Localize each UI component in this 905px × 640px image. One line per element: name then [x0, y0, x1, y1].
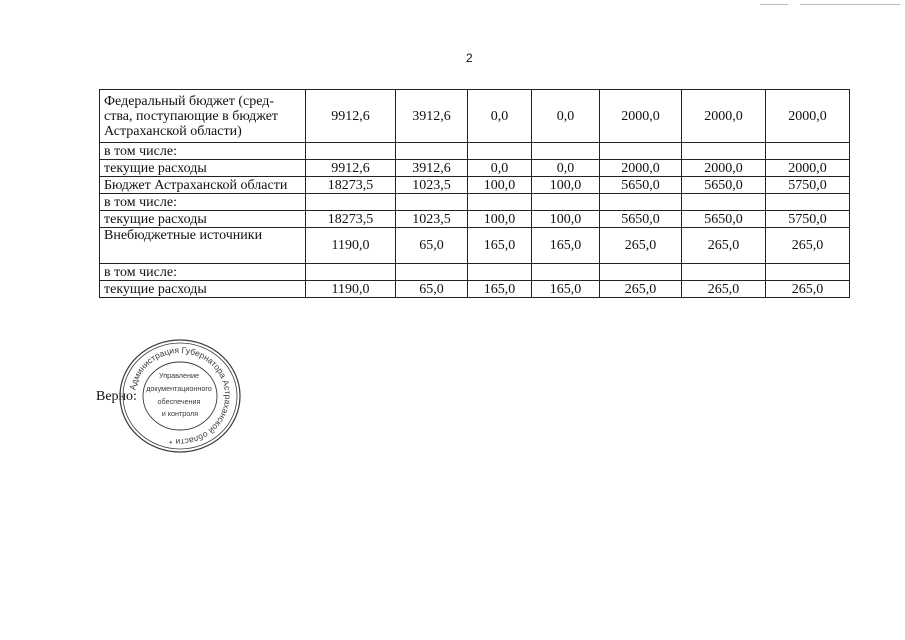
table-row [100, 90, 850, 143]
value-cell: 265,0 [766, 228, 850, 264]
table-row [100, 211, 850, 228]
value-cell [682, 143, 766, 160]
seal-line-1: Управление [159, 371, 199, 380]
row-label: Бюджет Астраханской области [100, 177, 306, 194]
value-cell: 265,0 [600, 228, 682, 264]
value-cell: 18273,5 [306, 211, 396, 228]
top-rule-right [800, 4, 900, 5]
table-row [100, 143, 850, 160]
value-cell: 2000,0 [600, 90, 682, 143]
value-cell [766, 264, 850, 281]
seal-line-3: обеспечения [157, 397, 201, 406]
value-cell: 265,0 [766, 281, 850, 298]
row-label: в том числе: [100, 143, 306, 160]
value-cell: 100,0 [532, 177, 600, 194]
budget-table-body [100, 90, 850, 298]
value-cell [600, 194, 682, 211]
svg-text:Управление документационно [146, 371, 214, 418]
value-cell: 165,0 [468, 228, 532, 264]
table-row [100, 228, 850, 264]
table-row [100, 281, 850, 298]
value-cell: 100,0 [468, 177, 532, 194]
value-cell: 265,0 [682, 228, 766, 264]
value-cell: 0,0 [468, 90, 532, 143]
value-cell: 265,0 [600, 281, 682, 298]
row-label: Федеральный бюджет (сред-ства, поступающие в бюджет Астраханской области) [100, 90, 306, 143]
value-cell: 165,0 [532, 281, 600, 298]
value-cell: 0,0 [532, 90, 600, 143]
value-cell: 5750,0 [766, 177, 850, 194]
value-cell: 5650,0 [600, 177, 682, 194]
value-cell [306, 264, 396, 281]
value-cell: 165,0 [532, 228, 600, 264]
value-cell: 5650,0 [682, 211, 766, 228]
value-cell: 18273,5 [306, 177, 396, 194]
table-row [100, 194, 850, 211]
value-cell: 100,0 [468, 211, 532, 228]
value-cell: 0,0 [468, 160, 532, 177]
value-cell: 3912,6 [396, 90, 468, 143]
value-cell [766, 194, 850, 211]
value-cell: 1023,5 [396, 211, 468, 228]
row-label: в том числе: [100, 264, 306, 281]
row-label: текущие расходы [100, 160, 306, 177]
seal-line-2: документационного [146, 384, 212, 393]
value-cell [600, 264, 682, 281]
row-label: Внебюджетные источники [100, 228, 306, 264]
value-cell: 5650,0 [682, 177, 766, 194]
seal-outer-text: Администрация Губернатора Астраханской области * [127, 344, 234, 448]
value-cell [682, 264, 766, 281]
value-cell: 0,0 [532, 160, 600, 177]
verno-label: Верно: [96, 389, 137, 404]
value-cell: 2000,0 [682, 160, 766, 177]
value-cell: 2000,0 [766, 160, 850, 177]
value-cell: 65,0 [396, 281, 468, 298]
value-cell [306, 194, 396, 211]
value-cell: 9912,6 [306, 160, 396, 177]
value-cell [396, 194, 468, 211]
table-row [100, 264, 850, 281]
value-cell [468, 194, 532, 211]
row-label: текущие расходы [100, 281, 306, 298]
value-cell [532, 264, 600, 281]
value-cell: 1190,0 [306, 228, 396, 264]
value-cell: 2000,0 [682, 90, 766, 143]
page-number: 2 [466, 51, 473, 65]
value-cell: 5650,0 [600, 211, 682, 228]
value-cell [468, 264, 532, 281]
value-cell: 5750,0 [766, 211, 850, 228]
official-seal [118, 338, 242, 454]
value-cell: 165,0 [468, 281, 532, 298]
value-cell: 2000,0 [766, 90, 850, 143]
value-cell [600, 143, 682, 160]
value-cell: 3912,6 [396, 160, 468, 177]
table-row [100, 177, 850, 194]
table-row [100, 160, 850, 177]
value-cell: 9912,6 [306, 90, 396, 143]
value-cell: 65,0 [396, 228, 468, 264]
value-cell: 2000,0 [600, 160, 682, 177]
budget-table [99, 89, 850, 298]
value-cell [396, 264, 468, 281]
value-cell [682, 194, 766, 211]
value-cell: 1190,0 [306, 281, 396, 298]
value-cell [468, 143, 532, 160]
value-cell [532, 194, 600, 211]
value-cell [766, 143, 850, 160]
value-cell [532, 143, 600, 160]
value-cell: 265,0 [682, 281, 766, 298]
value-cell [306, 143, 396, 160]
seal-line-4: и контроля [161, 409, 199, 418]
row-label: текущие расходы [100, 211, 306, 228]
top-rule-left [760, 4, 788, 5]
value-cell [396, 143, 468, 160]
value-cell: 1023,5 [396, 177, 468, 194]
value-cell: 100,0 [532, 211, 600, 228]
row-label: в том числе: [100, 194, 306, 211]
